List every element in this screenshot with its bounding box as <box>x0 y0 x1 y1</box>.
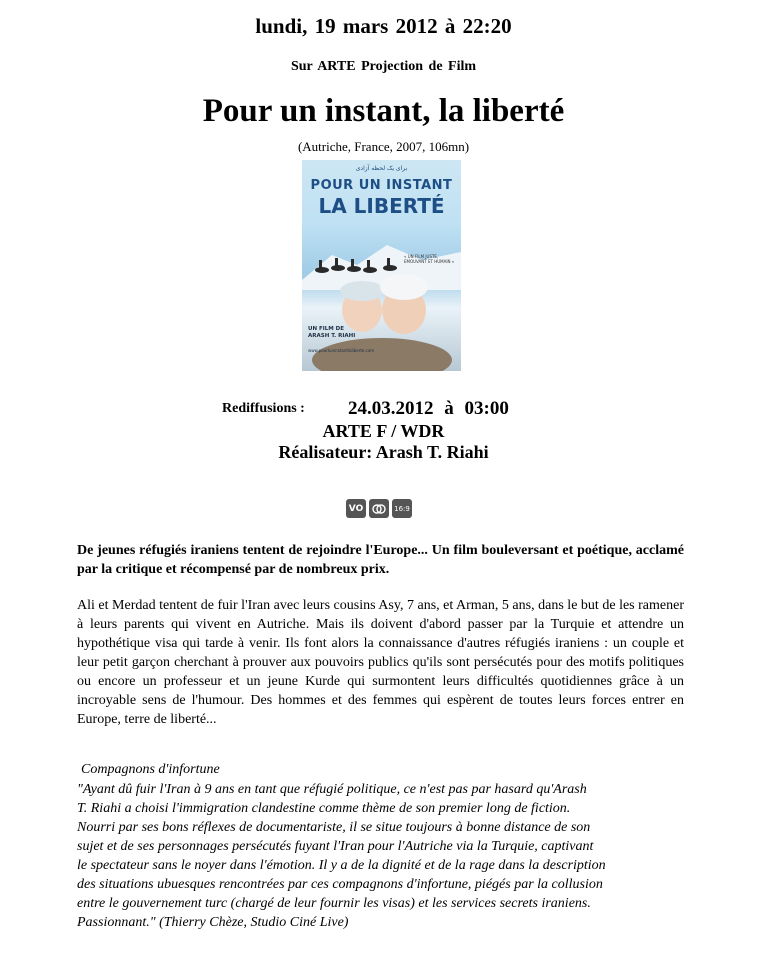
review-quote: "Ayant dû fuir l'Iran à 9 ans en tant que réfugié politique, ce n'est pas par hasard qu'Arash T. Riahi a choisi l'immigration clandestine comme thème de son premier long de fiction. Nourri par ses bons réflexes de documentariste, il se situe toujours à bonne distance de son sujet et de ses personnages persécutés fuyant l'Iran pour l'Autriche via la Turquie, captivant le spectateur sans le noyer dans l'émotion. Il y a de la dignité et de la rage dans la description des situations ubuesques rencontrées par ces compagnons d'infortune, piégés par la collusion entre le gouvernement turc (chargé de leur fournir les visas) et les services secrets iraniens. Passionnant." (Thierry Chèze, Studio Ciné Live) <box>77 782 606 930</box>
channel-subtitle: Sur ARTE Projection de Film <box>290 59 477 74</box>
poster-title-line1: POUR UN INSTANT <box>310 178 453 193</box>
film-director: Réalisateur: Arash T. Riahi <box>278 442 489 462</box>
poster-blurb: « UN FILM JUSTE, EMOUVANT ET HUMAIN » <box>404 254 455 264</box>
film-synopsis: Ali et Merdad tentent de fuir l'Iran avec leurs cousins Asy, 7 ans, et Arman, 5 ans, dans le but de les ramener à leurs parents qui vivent en Autriche. Mais ils doivent d'abord passer par la Turquie et attendre un hypothétique visa qui tarde à venir. Ils font alors la connaissance d'autres réfugiés iraniens : un couple et leur petit garçon cherchant à prouver aux pouvoirs publics qu'ils sont persécutés pour des motifs politiques ou encore un professeur et un jeune Kurde qui surmontent leurs difficultés quotidiennes grâce à un incroyable sens de l'humour. Des hommes et des femmes qui espèrent de toutes leurs forces entrer en Europe, terre de liberté... <box>77 598 684 727</box>
poster-credit-line1: UN FILM DE <box>308 326 345 332</box>
rebroadcast-date: 24.03.2012 à 03:00 <box>348 398 509 419</box>
film-meta: (Autriche, France, 2007, 106mn) <box>297 139 470 154</box>
poster-title-line2: LA LIBERTÉ <box>318 194 445 218</box>
broadcast-channel: ARTE F / WDR <box>322 421 445 441</box>
audio-description-icon <box>369 499 389 518</box>
review-title: Compagnons d'infortune <box>81 762 220 777</box>
poster-credit-line2: ARASH T. RIAHI <box>308 333 356 339</box>
poster-persian-title: برای یک لحظه آزادی <box>355 165 408 172</box>
rebroadcast-label: Rediffusions : <box>222 401 305 416</box>
film-title: Pour un instant, la liberté <box>202 93 565 129</box>
widescreen-icon: 16:9 <box>392 499 412 518</box>
format-badges <box>346 499 412 518</box>
poster-credit <box>308 326 368 340</box>
film-poster <box>302 160 461 371</box>
broadcast-date-time: lundi, 19 mars 2012 à 22:20 <box>255 14 512 38</box>
poster-url: www.pourluninstantlaliberte.com <box>308 348 375 353</box>
film-intro: De jeunes réfugiés iraniens tentent de rejoindre l'Europe... Un film bouleversant et poétique, acclamé par la critique et récompensé par de nombreux prix. <box>77 543 684 577</box>
vo-icon: VO <box>346 499 366 518</box>
